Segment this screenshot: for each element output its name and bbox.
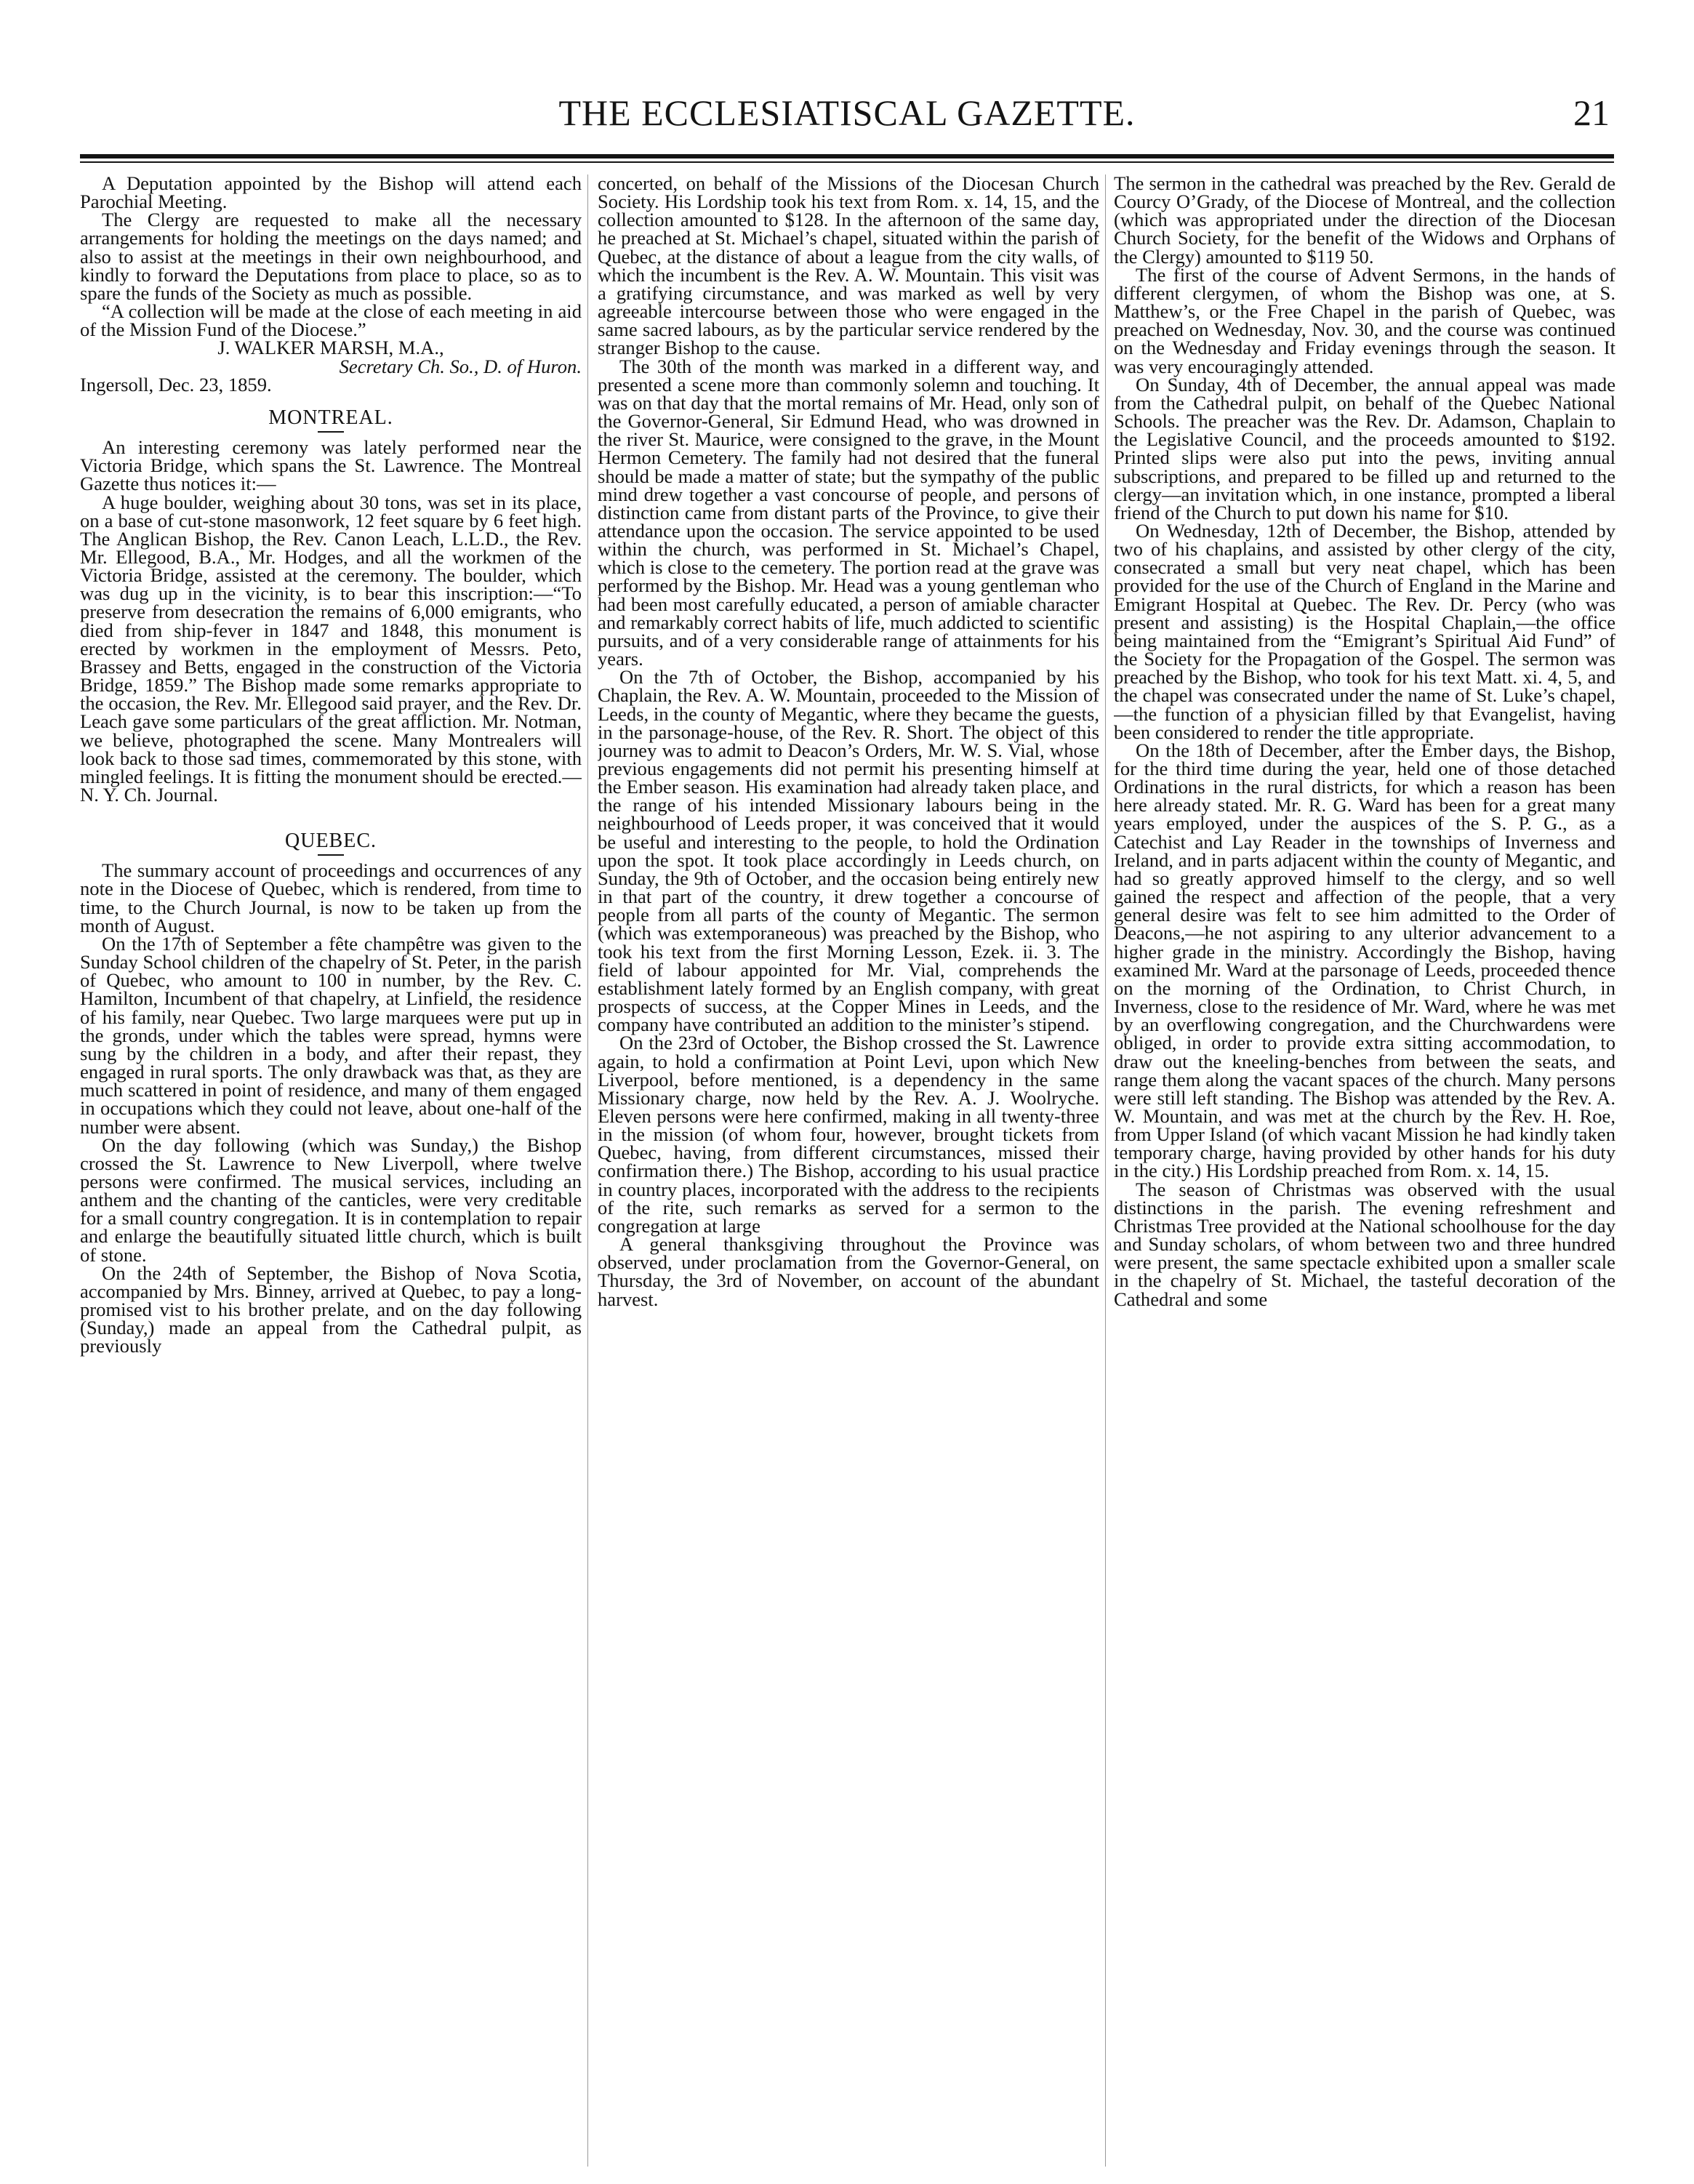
column-divider [1105,174,1106,2167]
page-number: 21 [1573,92,1610,133]
paragraph: The 30th of the month was marked in a different way, and presented a scene more than commonly solemn and touching. It was on that day that the mortal remains of Mr. Head, only son of the Governor-General, Sir Edmund Head, who was drowned in the river St. Maurice, were consigned to the grave, in the Mount Hermon Cemetery. The family had not desired that the funeral should be made a matter of state; but the sympathy of the public mind drew together a vast concourse of people, and persons of distinction came from distant parts of the Province, to give their attendance upon the occasion. The service appointed to be used within the church, was performed in St. Michael’s Chapel, which is close to the cemetery. The portion read at the grave was performed by the Bishop. Mr. Head was a young gentleman who had been most carefully educated, a person of amiable character and remarkably correct habits of life, much addicted to scientific pursuits, and of a very considerable range of attainments for his years. [598,355,1099,670]
heading-dash [318,431,344,433]
publication-title: THE ECCLESIATISCAL GAZETTE. [558,92,1136,133]
signature-place-date: Ingersoll, Dec. 23, 1859. [80,373,272,396]
paragraph: On the 17th of September a fête champêtre was given to the Sunday School children of the chapelry of St. Peter, in the parish of Quebec, who amount to 100 in number, by the Rev. C. Hamilton, Incumbent of that chapelry, at Linfield, the residence of his family, near Quebec. Two large marquees were put up in the gronds, under which the tables were spread, hymns were sung by the children in a body, and after their repast, they engaged in rural sports. The only drawback was that, as they are much scattered in point of residence, and many of them engaged in occupations which they could not leave, about one-half of the number were absent. [80,932,582,1138]
column-2 [598,174,1099,2167]
page-header [80,86,1614,144]
paragraph: The Clergy are requested to make all the necessary arrangements for holding the meetings on the days named; and also to assist at the meetings in their own neighbourhood, and kindly to forward the Deputations from place to place, so as to spare the funds of the Society as much as possible. [80,209,582,304]
paragraph: An interesting ceremony was lately performed near the Victoria Bridge, which spans the St. Lawrence. The Montreal Gazette thus notices it:— [80,436,582,495]
section-heading-montreal: MONTREAL. [268,406,393,429]
column-3 [1114,174,1615,2167]
paragraph: “A collection will be made at the close of each meeting in aid of the Mission Fund of the Diocese.” [80,300,582,341]
paragraph: The first of the course of Advent Sermons, in the hands of different clergymen, of whom the Bishop was one, at S. Matthew’s, or the Free Chapel in the parish of Quebec, was preached on Wednesday, Nov. 30, and the course was continued on the Wednesday and Friday evenings through the season. It was very encouragingly attended. [1114,263,1615,377]
heading-dash [318,854,344,856]
paragraph: On Sunday, 4th of December, the annual appeal was made from the Cathedral pulpit, on behalf of the Quebec National Schools. The preacher was the Rev. Dr. Adamson, Chaplain to the Legislative Council, and the proceeds amounted to $192. Printed slips were also put into the pews, inviting annual subscriptions, and prepared to be filled up and returned to the clergy—an invitation which, in one instance, prompted a liberal friend of the Church to put down his name for $10. [1114,373,1615,523]
section-heading-quebec: QUEBEC. [285,830,377,853]
header-rule-thin [80,161,1614,163]
header-rule-thick [80,154,1614,158]
paragraph: On the 7th of October, the Bishop, accompanied by his Chaplain, the Rev. A. W. Mountain, proceeded to the Mission of Leeds, in the county of Megantic, where they became the guests, in the parsonage-house, of the Rev. R. Short. The object of this journey was to admit to Deacon’s Orders, Mr. W. S. Vial, whose previous engagements did not permit his presenting himself at the Ember season. His examination had already taken place, and the range of his intended Missionary labours being in the neighbourhood of Leeds proper, it was conceived that it would be useful and interesting to the people, to hold the Ordination upon the spot. It took place accordingly in Leeds church, on Sunday, the 9th of October, and the occasion being entirely new in that part of the country, it drew together a concourse of people from all parts of the county of Megantic. The sermon (which was extemporaneous) was preached by the Bishop, who took his text from the first Morning Lesson, Ezek. ii. 3. The field of labour appointed for Mr. Vial, comprehends the establishment lately formed by an English company, with great prospects of success, at the Copper Mines in Leeds, and the company have contributed an addition to the minister’s stipend. [598,666,1099,1036]
column-divider [587,174,588,2167]
paragraph: On Wednesday, 12th of December, the Bishop, attended by two of his chaplains, and assisted by other clergy of the city, consecrated a small but very neat chapel, which has been provided for the use of the Church of England in the Marine and Emigrant Hospital at Quebec. The Rev. Dr. Percy (who was present and assisting) is the Hospital Chaplain,—the office being maintained from the “Emigrant’s Spiritual Aid Fund” of the Society for the Propagation of the Gospel. The sermon was preached by the Bishop, who took for his text Matt. xi. 4, 5, and the chapel was consecrated under the name of St. Luke’s chapel,—the function of a physician filled by that Evangelist, having been considered to render the title appropriate. [1114,519,1615,743]
paragraph: The summary account of proceedings and occurrences of any note in the Diocese of Quebec, which is rendered, from time to time, to the Church Journal, is now to be taken up from the month of August. [80,859,582,936]
signature-title: Secretary Ch. So., D. of Huron. [339,355,582,377]
paragraph: On the 23rd of October, the Bishop crossed the St. Lawrence again, to hold a confirmation at Point Levi, upon which New Liverpool, before mentioned, is a dependency in the same Missionary charge, now held by the Rev. A. J. Woolryche. Eleven persons were here confirmed, making in all twenty-three in the mission (of whom four, however, brought tickets from Quebec, having, from different circumstances, missed their confirmation there.) The Bishop, according to his usual practice in country places, incorporated with the address to the recipients of the rite, such remarks as served for a sermon to the congregation at large [598,1032,1099,1237]
paragraph: concerted, on behalf of the Missions of the Diocesan Church Society. His Lordship took his text from Rom. x. 14, 15, and the collection amounted to $128. In the afternoon of the same day, he preached at St. Michael’s chapel, situated within the parish of Quebec, at the distance of about a league from the city walls, of which the incumbent is the Rev. A. W. Mountain. This visit was a gratifying circumstance, and was marked as well by very agreeable intercourse between those who were engaged in the same sacred labours, as by the particular service rendered by the stranger Bishop to the cause. [598,174,1099,359]
paragraph: A huge boulder, weighing about 30 tons, was set in its place, on a base of cut-stone masonwork, 12 feet square by 6 feet high. The Anglican Bishop, the Rev. Canon Leach, L.L.D., the Rev. Mr. Ellegood, B.A., Mr. Hodges, and all the workmen of the Victoria Bridge, assisted at the ceremony. The boulder, which was dug up in the vicinity, is to bear this inscription:—“To preserve from desecration the remains of 6,000 emigrants, who died from ship-fever in 1847 and 1848, this monument is erected by workmen in the employment of Messrs. Peto, Brassey and Betts, engaged in the construction of the Victoria Bridge, 1859.” The Bishop made some remarks appropriate to the occasion, the Rev. Mr. Ellegood said prayer, and the Rev. Dr. Leach gave some particulars of the great affliction. Mr. Notman, we believe, photographed the scene. Many Montrealers will look back to those sad times, commemorated by this stone, with mingled feelings. It is fitting the monument should be erected.—N. Y. Ch. Journal. [80,491,582,806]
spacer [80,804,582,817]
paragraph: On the 18th of December, after the Ember days, the Bishop, for the third time during the year, held one of those detached Ordinations in the rural districts, for which a reason has been here already stated. Mr. R. G. Ward has been for a great many years employed, under the auspices of the S. P. G., as a Catechist and Lay Reader in the townships of Inverness and Ireland, and in parts adjacent within the county of Megantic, and had so greatly approved himself to the clergy, and so well gained the respect and affection of the people, that a very general desire was felt to see him admitted to the Order of Deacons,—he not aspiring to any ulterior advancement to a higher grade in the ministry. Accordingly the Bishop, having examined Mr. Ward at the parsonage of Leeds, proceeded thence on the morning of the Ordination, to Christ Church, in Inverness, close to the residence of Mr. Ward, where he was met by an overflowing congregation, and the Churchwardens were obliged, in order to provide extra sitting accommodation, to draw out the kneeling-benches from between the seats, and range them along the vacant spaces of the church. Many persons were still left standing. The Bishop was attended by the Rev. A. W. Mountain, and was met at the church by the Rev. H. Roe, from Upper Island (of which vacant Mission he had kindly taken temporary charge, having provided by other hands for his duty in the city.) His Lordship preached from Rom. x. 14, 15. [1114,739,1615,1182]
paragraph: On the day following (which was Sunday,) the Bishop crossed the St. Lawrence to New Liverpoll, where twelve persons were confirmed. The musical services, including an anthem and the chanting of the canticles, were very creditable for a small country congregation. It is in contemplation to repair and enlarge the beautifully situated little church, which is built of stone. [80,1133,582,1266]
paragraph: A Deputation appointed by the Bishop will attend each Parochial Meeting. [80,174,582,213]
paragraph: On the 24th of September, the Bishop of Nova Scotia, accompanied by Mrs. Binney, arrived at Quebec, to pay a long-promised vist to his brother prelate, and on the day following (Sunday,) made an appeal from the Cathedral pulpit, as previously [80,1261,582,1357]
signature-name: J. WALKER MARSH, M.A., [217,337,444,359]
paragraph: A general thanksgiving throughout the Province was observed, under proclamation from the Governor-General, on Thursday, the 3rd of November, on account of the abundant harvest. [598,1233,1099,1310]
paragraph: The sermon in the cathedral was preached by the Rev. Gerald de Courcy O’Grady, of the Diocese of Montreal, and the collection (which was appropriated under the direction of the Diocesan Church Society, for the benefit of the Widows and Orphans of the Clergy) amounted to $119 50. [1114,174,1615,268]
column-1 [80,174,582,2167]
paragraph: The season of Christmas was observed with the usual distinctions in the parish. The evening refreshment and Christmas Tree provided at the National schoolhouse for the day and Sunday scholars, of whom between two and three hundred were present, the same spectacle exhibited upon a smaller scale in the chapelry of St. Michael, the tasteful decoration of the Cathedral and some [1114,1178,1615,1310]
